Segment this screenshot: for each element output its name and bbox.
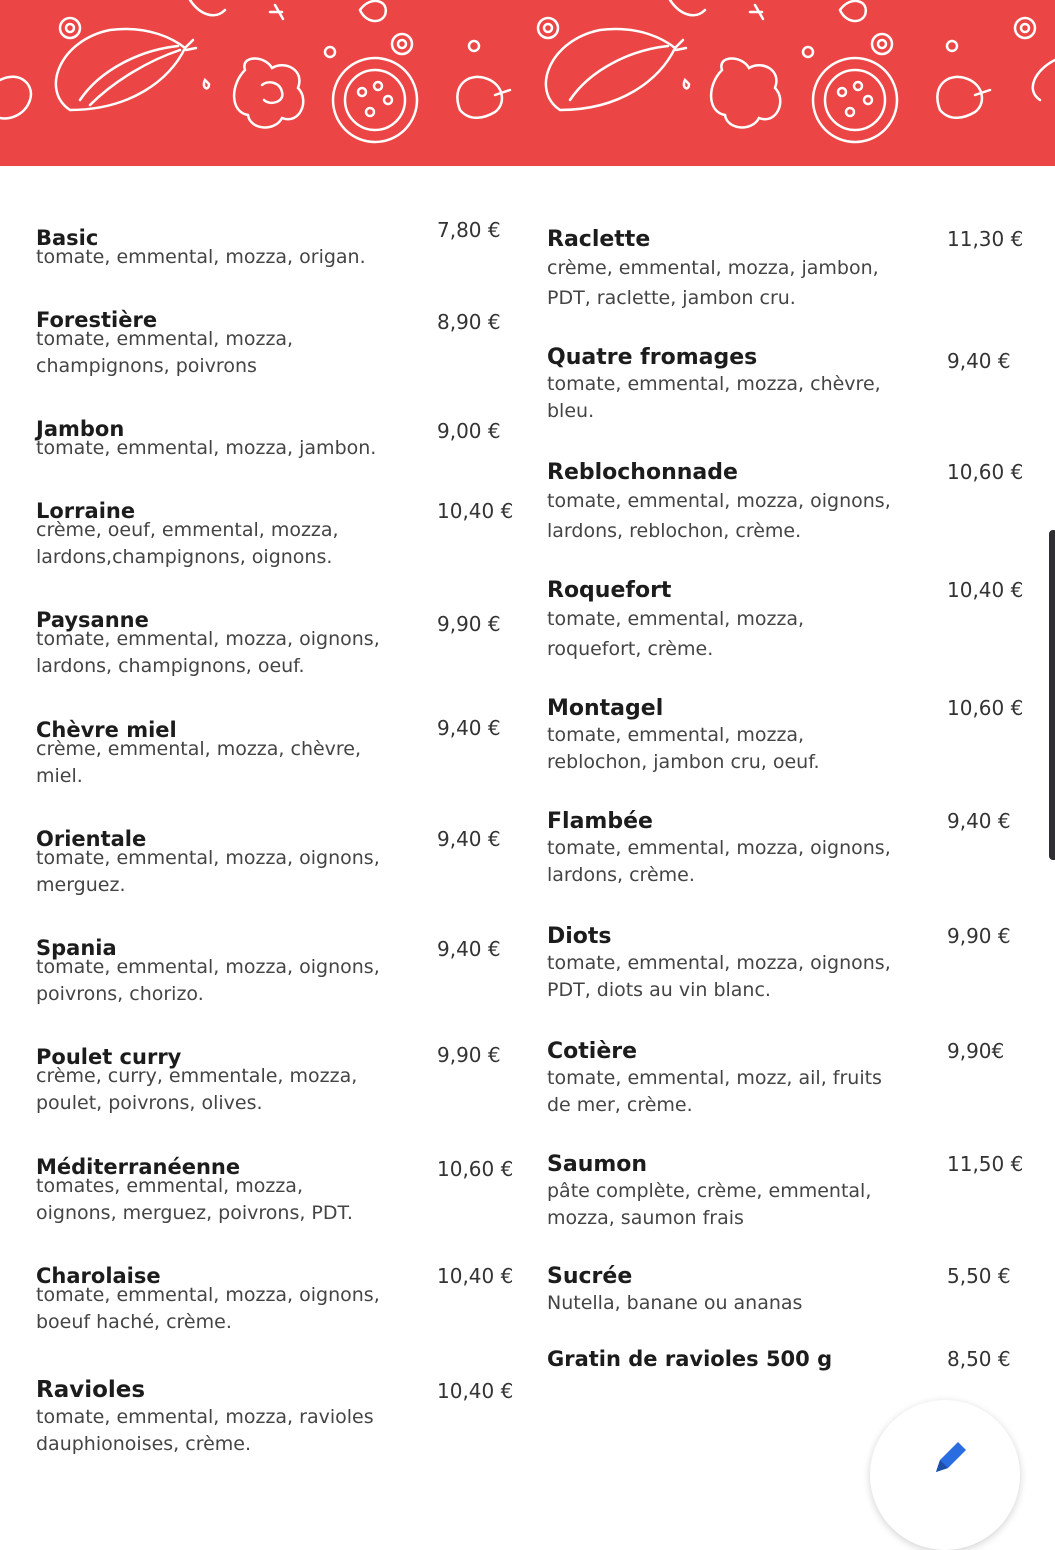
item-description: tomate, emmental, mozza, ravioles dauphionoises, crème. (36, 1406, 374, 1455)
item-price: 9,90€ (947, 1039, 1005, 1063)
item-price: 9,40 € (947, 809, 1011, 833)
item-name: Poulet curry (36, 1045, 182, 1069)
scrollbar-thumb[interactable] (1049, 530, 1055, 860)
item-price: 10,60 € (947, 696, 1024, 720)
vegetable-pattern-icon (0, 0, 1055, 166)
item-name: Basic (36, 226, 99, 250)
item-name: Montagel (547, 696, 664, 721)
item-name: Reblochonnade (547, 460, 738, 485)
item-price: 9,40 € (437, 716, 501, 740)
item-description: tomate, emmental, mozza, oignons, lardons, reblochon, crème. (547, 490, 891, 542)
item-description: crème, emmental, mozza, chèvre, miel. (36, 738, 362, 787)
item-name: Chèvre miel (36, 718, 177, 742)
item-name: Roquefort (547, 578, 672, 603)
item-price: 10,40 € (437, 1379, 514, 1403)
item-price: 10,60 € (437, 1157, 514, 1181)
item-name: Raclette (547, 227, 651, 252)
item-description: tomate, emmental, mozza, jambon. (36, 437, 377, 459)
item-name: Gratin de ravioles 500 g (547, 1347, 833, 1371)
item-description: tomate, emmental, mozza, champignons, poivrons (36, 328, 294, 377)
item-price: 10,40 € (437, 499, 514, 523)
item-description: crème, curry, emmentale, mozza, poulet, poivrons, olives. (36, 1065, 358, 1114)
item-price: 10,60 € (947, 460, 1024, 484)
item-price: 11,30 € (947, 227, 1024, 251)
item-name: Forestière (36, 308, 158, 332)
item-description: tomate, emmental, mozza, reblochon, jambon cru, oeuf. (547, 724, 820, 773)
item-name: Lorraine (36, 499, 136, 523)
item-description: tomates, emmental, mozza, oignons, merguez, poivrons, PDT. (36, 1175, 353, 1224)
item-price: 10,40 € (947, 578, 1024, 602)
item-price: 8,90 € (437, 310, 501, 334)
item-name: Ravioles (36, 1377, 146, 1403)
header-banner (0, 0, 1055, 166)
item-description: tomate, emmental, mozza, oignons, poivrons, chorizo. (36, 956, 380, 1005)
edit-pencil-icon (930, 1438, 970, 1478)
item-name: Cotière (547, 1039, 638, 1064)
item-name: Saumon (547, 1152, 648, 1177)
item-price: 9,40 € (437, 827, 501, 851)
item-name: Quatre fromages (547, 345, 758, 370)
item-price: 11,50 € (947, 1152, 1024, 1176)
item-description: tomate, emmental, mozza, chèvre, bleu. (547, 373, 881, 422)
item-description: crème, oeuf, emmental, mozza, lardons,champignons, oignons. (36, 519, 339, 568)
item-name: Charolaise (36, 1264, 161, 1288)
item-name: Diots (547, 924, 612, 949)
item-description: tomate, emmental, mozza, oignons, lardons, crème. (547, 837, 891, 886)
item-description: pâte complète, crème, emmental, mozza, saumon frais (547, 1180, 872, 1229)
item-name: Sucrée (547, 1264, 633, 1289)
item-description: Nutella, banane ou ananas (547, 1292, 803, 1314)
item-price: 8,50 € (947, 1347, 1011, 1371)
item-name: Orientale (36, 827, 147, 851)
item-price: 7,80 € (437, 218, 501, 242)
item-description: tomate, emmental, mozza, oignons, lardons, champignons, oeuf. (36, 628, 380, 677)
item-name: Méditerranéenne (36, 1155, 241, 1179)
item-description: tomate, emmental, mozza, origan. (36, 246, 366, 268)
item-name: Spania (36, 936, 117, 960)
item-name: Jambon (36, 417, 125, 441)
item-price: 9,40 € (437, 937, 501, 961)
item-price: 10,40 € (437, 1264, 514, 1288)
item-description: tomate, emmental, mozza, roquefort, crème. (547, 608, 805, 660)
item-description: tomate, emmental, mozza, oignons, boeuf haché, crème. (36, 1284, 380, 1333)
item-price: 9,40 € (947, 349, 1011, 373)
item-price: 9,90 € (437, 1043, 501, 1067)
item-description: crème, emmental, mozza, jambon, PDT, raclette, jambon cru. (547, 257, 879, 309)
item-description: tomate, emmental, mozza, oignons, merguez. (36, 847, 380, 896)
edit-button[interactable] (870, 1400, 1020, 1550)
item-description: tomate, emmental, mozz, ail, fruits de mer, crème. (547, 1067, 882, 1116)
item-price: 9,90 € (947, 924, 1011, 948)
item-name: Paysanne (36, 608, 149, 632)
item-name: Flambée (547, 809, 653, 834)
item-price: 9,90 € (437, 612, 501, 636)
item-description: tomate, emmental, mozza, oignons, PDT, diots au vin blanc. (547, 952, 891, 1001)
item-price: 9,00 € (437, 419, 501, 443)
item-price: 5,50 € (947, 1264, 1011, 1288)
